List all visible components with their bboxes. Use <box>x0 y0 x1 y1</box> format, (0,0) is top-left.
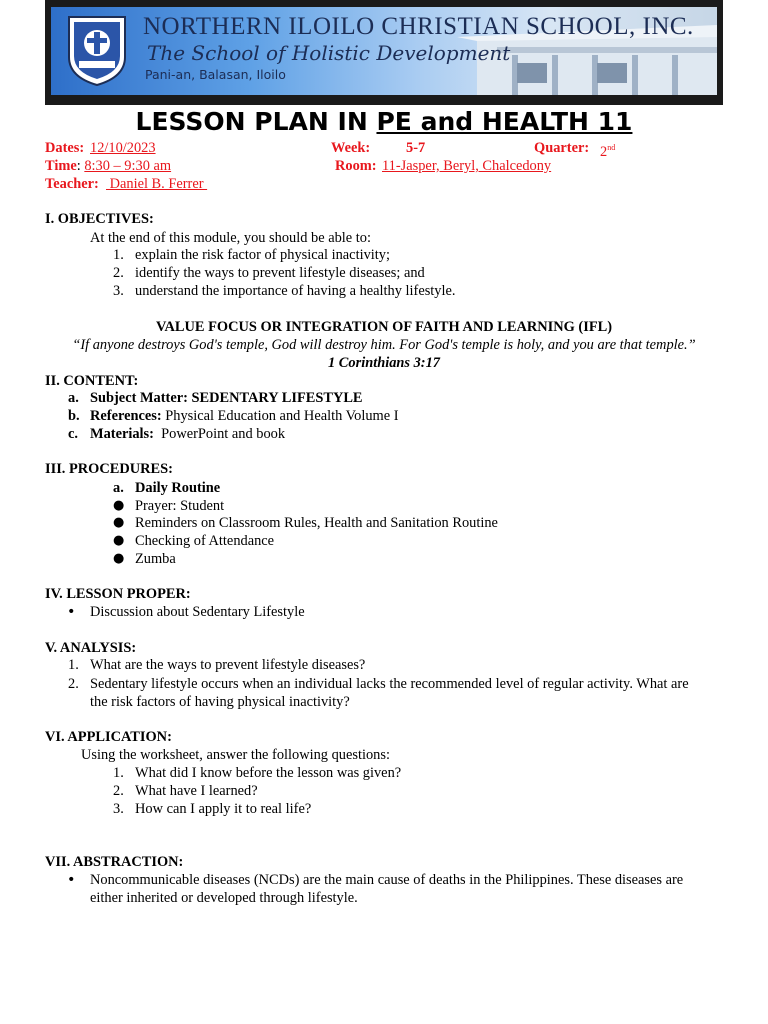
objective-item: understand the importance of having a healthy lifestyle. <box>135 283 456 299</box>
procedure-item: Checking of Attendance <box>135 533 275 549</box>
content-item-label: Subject Matter: <box>90 390 188 406</box>
analysis-item: Sedentary lifestyle occurs when an individual lacks the recommended level of regular activity. What are <box>90 676 689 692</box>
value-focus-quote: “If anyone destroys God's temple, God will destroy him. For God's temple is holy, and you are that temple.” <box>72 337 696 353</box>
list-marker: 2. <box>68 676 79 692</box>
analysis-item: What are the ways to prevent lifestyle diseases? <box>90 657 366 673</box>
list-marker: a. <box>68 390 79 406</box>
procedures-heading: III. PROCEDURES: <box>45 461 173 477</box>
dates-label: Dates: <box>45 140 85 156</box>
room-value: 11-Jasper, Beryl, Chalcedony <box>382 158 552 174</box>
content-item-label: References: <box>90 408 162 424</box>
quarter-number: 2 <box>600 143 608 160</box>
quarter-value <box>600 139 615 161</box>
application-intro: Using the worksheet, answer the following questions: <box>81 747 390 763</box>
objective-item: explain the risk factor of physical inactivity; <box>135 247 390 263</box>
content-item-value: PowerPoint and book <box>153 426 286 442</box>
content-heading: II. CONTENT: <box>45 373 139 389</box>
content-item <box>90 389 363 407</box>
objectives-heading: I. OBJECTIVES: <box>45 211 154 227</box>
bullet-icon: ● <box>113 533 125 548</box>
content-item-value: Physical Education and Health Volume I <box>161 408 399 424</box>
procedures-subheading: Daily Routine <box>135 480 221 496</box>
teacher-label: Teacher: <box>45 176 99 192</box>
title-prefix: LESSON PLAN IN <box>135 107 377 136</box>
school-location: Pani-an, Balasan, Iloilo <box>145 67 286 82</box>
teacher-value: Daniel B. Ferrer <box>106 176 208 192</box>
value-focus-heading: VALUE FOCUS OR INTEGRATION OF FAITH AND LEARNING (IFL) <box>155 319 612 335</box>
objectives-intro: At the end of this module, you should be able to: <box>90 230 371 246</box>
value-focus-reference: 1 Corinthians 3:17 <box>328 355 440 371</box>
quarter-label: Quarter: <box>534 140 590 156</box>
procedure-item: Reminders on Classroom Rules, Health and Sanitation Routine <box>135 515 498 531</box>
bullet-icon: ● <box>113 498 125 513</box>
content-item-value: SEDENTARY LIFESTYLE <box>187 390 363 406</box>
week-value: 5-7 <box>406 140 426 156</box>
content-item <box>90 407 399 425</box>
lesson-proper-item: Discussion about Sedentary Lifestyle <box>90 604 305 620</box>
list-marker: 3. <box>113 283 124 299</box>
list-marker: 1. <box>113 247 124 263</box>
list-marker: b. <box>68 408 80 424</box>
application-item: What did I know before the lesson was given? <box>135 765 402 781</box>
list-marker: 2. <box>113 783 124 799</box>
page-title <box>0 106 768 138</box>
school-name: NORTHERN ILOILO CHRISTIAN SCHOOL, INC. <box>143 13 694 40</box>
bullet-icon: • <box>67 604 76 620</box>
analysis-item-continued: the risk factors of having physical inactivity? <box>90 694 350 710</box>
abstraction-text-line2: either inherited or developed through lifestyle. <box>90 890 358 906</box>
time-value: 8:30 – 9:30 am <box>84 158 172 174</box>
bullet-icon: ● <box>113 551 125 566</box>
list-marker: 2. <box>113 265 124 281</box>
banner-background <box>51 7 717 95</box>
dates-value: 12/10/2023 <box>90 140 156 156</box>
objective-item: identify the ways to prevent lifestyle diseases; and <box>135 265 425 281</box>
content-item <box>90 425 285 443</box>
time-row: Time: 8:30 – 9:30 am <box>45 158 172 174</box>
school-header-banner <box>45 0 723 105</box>
week-label: Week: <box>331 140 371 156</box>
application-heading: VI. APPLICATION: <box>45 729 172 745</box>
application-item: What have I learned? <box>135 783 258 799</box>
quarter-suffix: nd <box>607 143 616 152</box>
application-item: How can I apply it to real life? <box>135 801 312 817</box>
title-subject: PE and HEALTH 11 <box>376 107 633 136</box>
procedure-item: Prayer: Student <box>135 498 225 514</box>
school-motto: The School of Holistic Development <box>147 41 511 65</box>
list-marker: 1. <box>113 765 124 781</box>
content-item-label: Materials: <box>90 426 154 442</box>
room-label: Room: <box>335 158 377 174</box>
list-marker: 3. <box>113 801 124 817</box>
procedure-item: Zumba <box>135 551 176 567</box>
list-marker: c. <box>68 426 78 442</box>
list-marker: a. <box>113 480 124 496</box>
abstraction-heading: VII. ABSTRACTION: <box>45 854 184 870</box>
abstraction-text-line1: Noncommunicable diseases (NCDs) are the main cause of deaths in the Philippines. These diseases are <box>90 872 684 888</box>
bullet-icon: • <box>67 872 76 888</box>
analysis-heading: V. ANALYSIS: <box>45 640 137 656</box>
school-crest-logo <box>65 13 129 87</box>
bullet-icon: ● <box>113 515 125 530</box>
list-marker: 1. <box>68 657 79 673</box>
lesson-proper-heading: IV. LESSON PROPER: <box>45 586 191 602</box>
time-label: Time <box>45 158 77 174</box>
